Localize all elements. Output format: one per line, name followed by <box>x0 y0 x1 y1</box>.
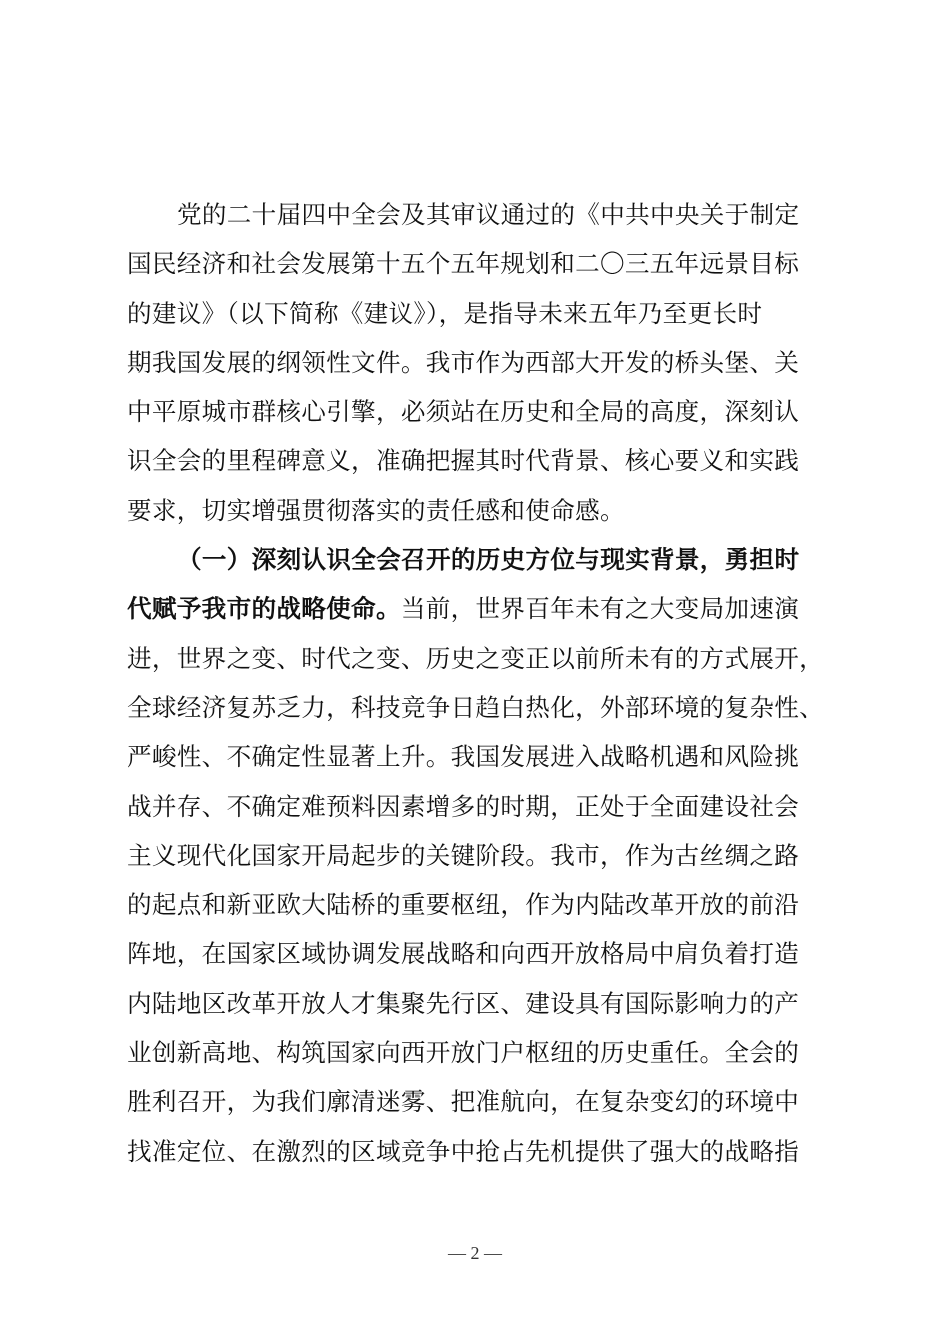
text-segment: 主义现代化国家开局起步的关键阶段。我市，作为古丝绸之路 <box>127 840 800 870</box>
page-number: — 2 — <box>448 1243 502 1263</box>
text-segment: 战并存、不确定难预料因素增多的时期，正处于全面建设社会 <box>127 791 800 821</box>
paragraph-intro <box>127 190 867 535</box>
text-line <box>127 239 867 288</box>
text-line <box>127 732 867 781</box>
text-segment: 找准定位、在激烈的区域竞争中抢占先机提供了强大的战略指 <box>127 1136 800 1166</box>
text-line <box>127 486 867 535</box>
text-segment: 阵地，在国家区域协调发展战略和向西开放格局中肩负着打造 <box>127 939 800 969</box>
text-segment: 的建议》（以下简称《建议》），是指导未来五年乃至更长时 <box>127 298 763 328</box>
text-line <box>127 683 867 732</box>
section-heading: 代赋予我市的战略使命。 <box>127 594 401 624</box>
text-segment: 当前，世界百年未有之大变局加速演 <box>400 594 800 624</box>
paragraph-section-1 <box>127 535 867 1176</box>
text-line <box>127 782 867 831</box>
text-line <box>127 387 867 436</box>
text-line <box>127 584 867 633</box>
text-segment: 期我国发展的纲领性文件。我市作为西部大开发的桥头堡、关 <box>127 347 800 377</box>
section-heading: （一）深刻认识全会召开的历史方位与现实背景，勇担时 <box>177 545 800 575</box>
document-body <box>127 190 867 1176</box>
text-segment: 国民经济和社会发展第十五个五年规划和二〇三五年远景目标 <box>127 249 800 279</box>
text-segment: 严峻性、不确定性显著上升。我国发展进入战略机遇和风险挑 <box>127 742 800 772</box>
text-segment: 内陆地区改革开放人才集聚先行区、建设具有国际影响力的产 <box>127 988 800 1018</box>
text-segment: 识全会的里程碑意义，准确把握其时代背景、核心要义和实践 <box>127 446 800 476</box>
text-segment: 业创新高地、构筑国家向西开放门户枢纽的历史重任。全会的 <box>127 1038 800 1068</box>
text-line <box>127 338 867 387</box>
text-segment: 胜利召开，为我们廓清迷雾、把准航向，在复杂变幻的环境中 <box>127 1087 800 1117</box>
text-line <box>127 190 867 239</box>
text-segment: 全球经济复苏乏力，科技竞争日趋白热化，外部环境的复杂性、 <box>127 692 825 722</box>
text-line <box>127 289 867 338</box>
text-line <box>127 929 867 978</box>
text-line <box>127 979 867 1028</box>
text-segment: 要求，切实增强贯彻落实的责任感和使命感。 <box>127 495 625 525</box>
text-line <box>127 436 867 485</box>
text-line <box>127 1077 867 1126</box>
text-line <box>127 1127 867 1176</box>
text-segment: 的起点和新亚欧大陆桥的重要枢纽，作为内陆改革开放的前沿 <box>127 890 800 920</box>
text-segment: 中平原城市群核心引擎，必须站在历史和全局的高度，深刻认 <box>127 397 800 427</box>
text-line <box>127 634 867 683</box>
text-line <box>127 880 867 929</box>
text-line <box>127 831 867 880</box>
text-line <box>127 1028 867 1077</box>
section-heading-line <box>127 535 867 584</box>
text-segment: 进，世界之变、时代之变、历史之变正以前所未有的方式展开， <box>127 643 825 673</box>
text-segment: 党的二十届四中全会及其审议通过的《中共中央关于制定 <box>177 200 800 229</box>
